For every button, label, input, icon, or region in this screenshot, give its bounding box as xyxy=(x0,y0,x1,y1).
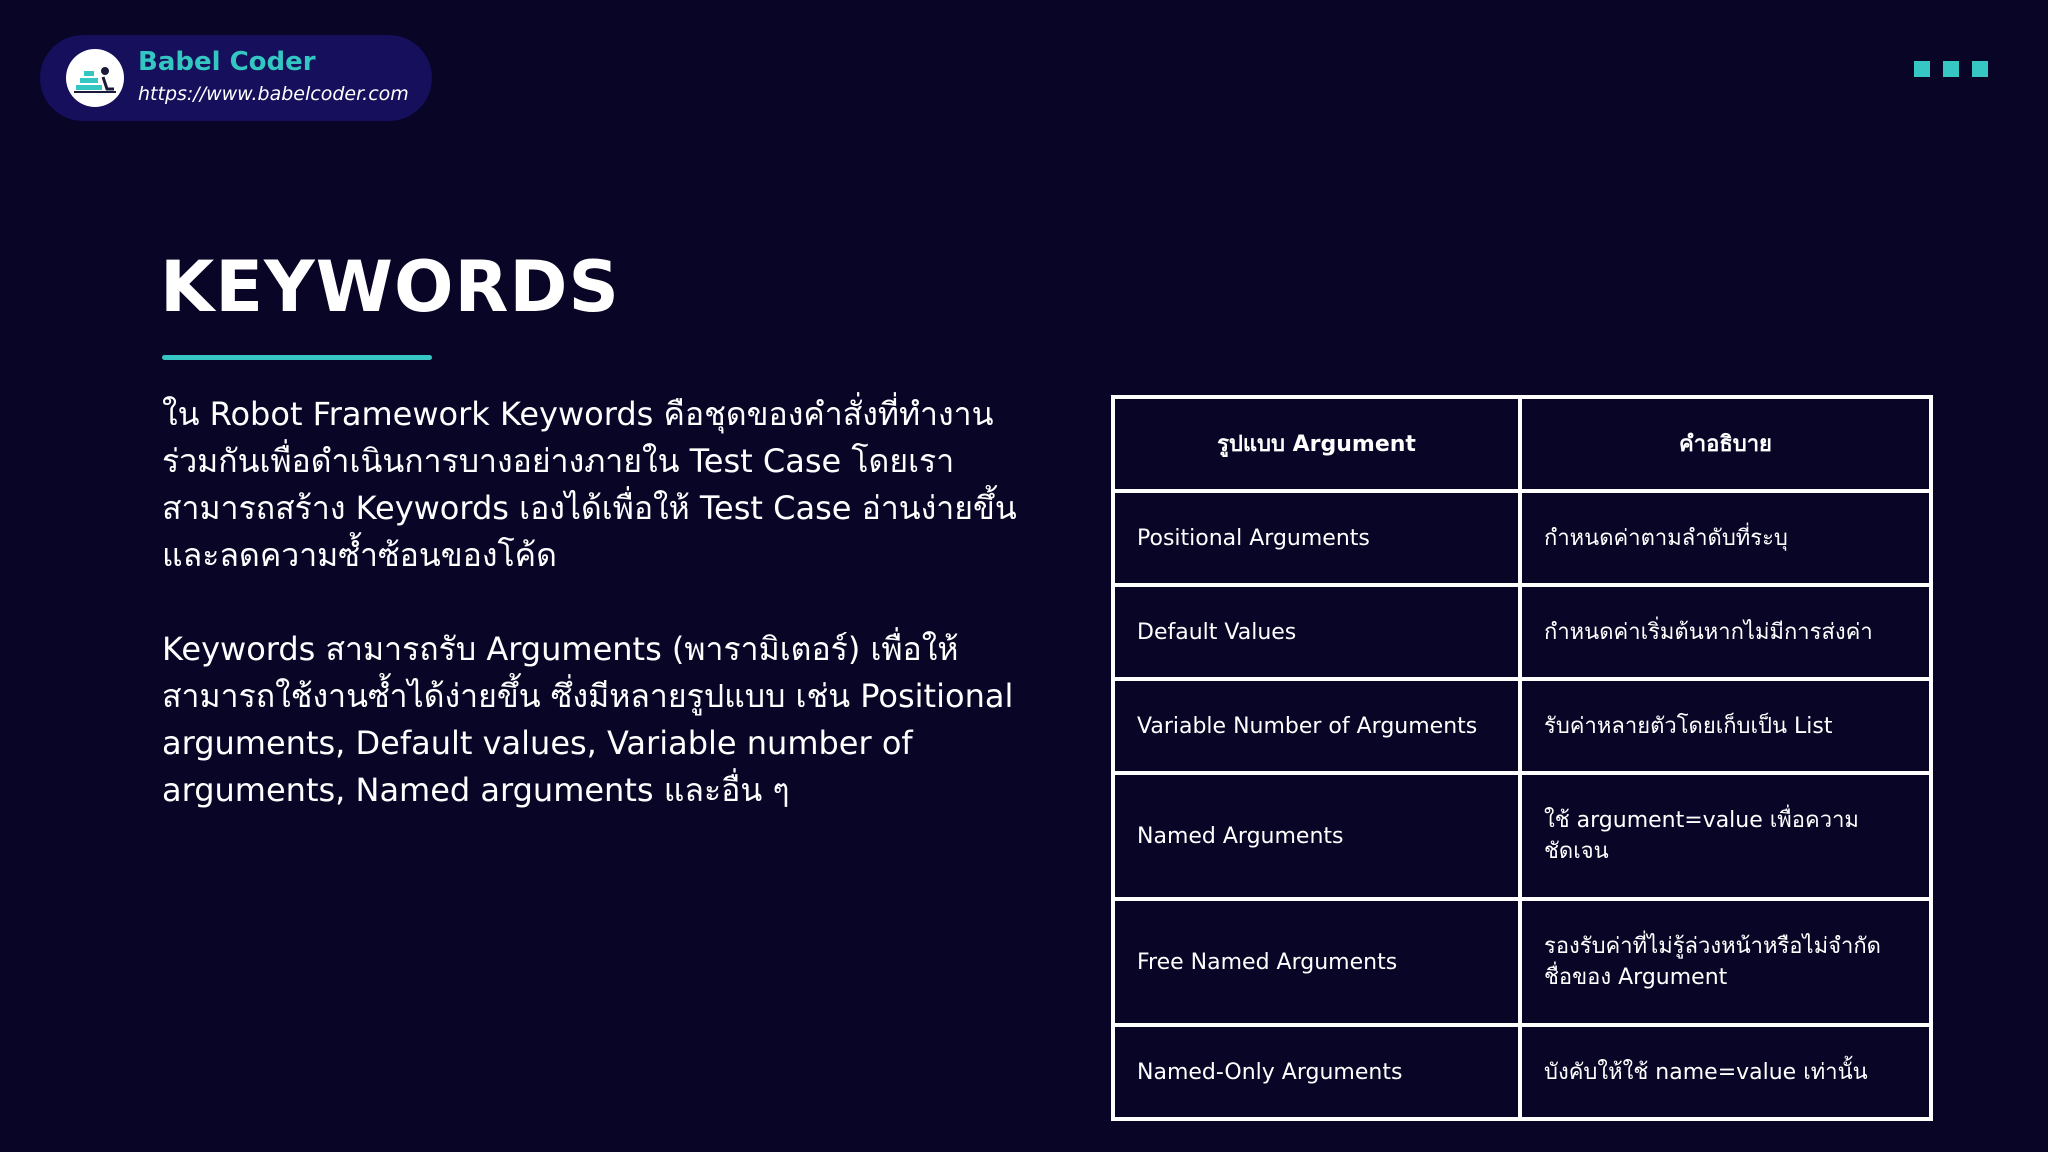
square-icon xyxy=(1943,61,1959,77)
babel-coder-logo-icon xyxy=(66,49,124,107)
table-row xyxy=(1113,1025,1931,1119)
brand-name: Babel Coder xyxy=(138,47,316,77)
slide-title: KEYWORDS xyxy=(160,246,620,328)
table-row xyxy=(1113,491,1931,585)
argument-type-cell: Default Values xyxy=(1113,585,1520,679)
table-row xyxy=(1113,899,1931,1025)
argument-types-table xyxy=(1111,395,1933,1121)
square-icon xyxy=(1914,61,1930,77)
description-cell: รับค่าหลายตัวโดยเก็บเป็น List xyxy=(1520,679,1931,773)
title-underline xyxy=(162,355,432,360)
table-row xyxy=(1113,773,1931,899)
table-row xyxy=(1113,585,1931,679)
intro-paragraph: ใน Robot Framework Keywords คือชุดของคำสั่งที่ทำงานร่วมกันเพื่อดำเนินการบางอย่างภายใน Test Case โดยเราสามารถสร้าง Keywords เองได้เพื่อให้ Test Case อ่านง่ายขึ้นและลดความซ้ำซ้อนของโค้ด xyxy=(162,395,1017,574)
brand-url: https://www.babelcoder.com xyxy=(138,83,409,105)
header-description: คำอธิบาย xyxy=(1520,397,1931,491)
description-cell: รองรับค่าที่ไม่รู้ล่วงหน้าหรือไม่จำกัดชื่อของ Argument xyxy=(1520,899,1931,1025)
description-cell: บังคับให้ใช้ name=value เท่านั้น xyxy=(1520,1025,1931,1119)
description-cell: กำหนดค่าเริ่มต้นหากไม่มีการส่งค่า xyxy=(1520,585,1931,679)
table-row xyxy=(1113,679,1931,773)
arguments-paragraph: Keywords สามารถรับ Arguments (พารามิเตอร์) เพื่อให้สามารถใช้งานซ้ำได้ง่ายขึ้น ซึ่งมีหลายรูปแบบ เช่น Positional arguments, Default values, Variable number of arguments, Named arguments และอื่น ๆ xyxy=(162,630,1014,809)
argument-type-cell: Named-Only Arguments xyxy=(1113,1025,1520,1119)
brand-badge xyxy=(40,35,432,121)
square-icon xyxy=(1972,61,1988,77)
argument-type-cell: Positional Arguments xyxy=(1113,491,1520,585)
argument-type-cell: Named Arguments xyxy=(1113,773,1520,899)
header-argument-type: รูปแบบ Argument xyxy=(1113,397,1520,491)
table-header-row xyxy=(1113,397,1931,491)
description-cell: กำหนดค่าตามลำดับที่ระบุ xyxy=(1520,491,1931,585)
decorative-squares xyxy=(1914,61,1988,77)
description-cell: ใช้ argument=value เพื่อความชัดเจน xyxy=(1520,773,1931,899)
argument-type-cell: Variable Number of Arguments xyxy=(1113,679,1520,773)
argument-type-cell: Free Named Arguments xyxy=(1113,899,1520,1025)
